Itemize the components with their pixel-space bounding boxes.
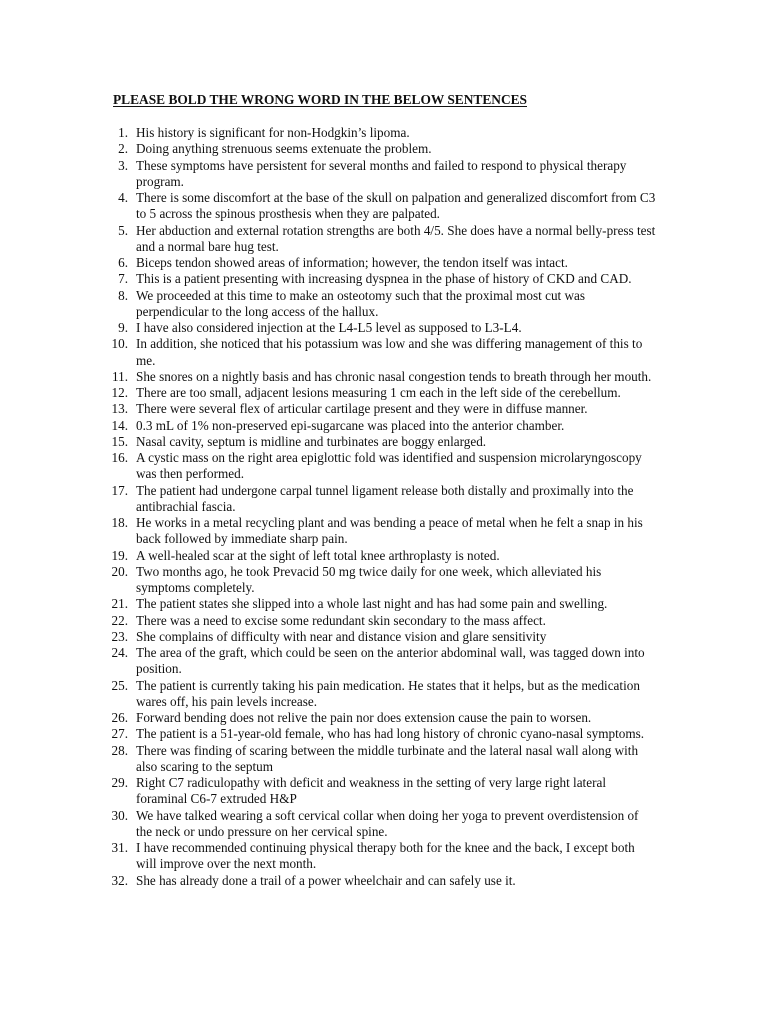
list-item-sentence: We proceeded at this time to make an osteotomy such that the proximal most cut was perpendicular to the long access of the hallux. [136,287,586,319]
list-item-sentence: She snores on a nightly basis and has chronic nasal congestion tends to breath through her mouth. [136,368,652,384]
list-item [0,564,768,597]
list-item-sentence: This is a patient presenting with increasing dyspnea in the phase of history of CKD and CAD. [136,271,632,287]
list-item [0,596,768,612]
list-item-number: 8. [118,287,128,303]
list-item [0,515,768,548]
list-item [0,873,768,889]
list-item-number: 15. [111,433,128,449]
list-item-sentence: The patient states she slipped into a whole last night and has had some pain and swelling. [136,596,608,612]
list-item-sentence: Two months ago, he took Prevacid 50 mg twice daily for one week, which alleviated his symptoms completely. [136,563,602,595]
list-item-number: 26. [111,710,128,725]
list-item-number: 13. [111,401,128,417]
list-item-number: 6. [118,255,128,270]
list-item-number: 22. [111,612,128,628]
list-item-number: 29. [111,775,128,790]
list-item-number: 10. [111,336,128,352]
list-item-sentence: Forward bending does not relive the pain nor does extension cause the pain to worsen. [136,710,592,725]
list-item-sentence: He works in a metal recycling plant and was bending a peace of metal when he felt a snap in his back followed by immediate sharp pain. [136,515,643,547]
list-item [0,743,768,776]
list-item [0,336,768,369]
list-item-number: 14. [111,417,128,433]
list-item-number: 4. [118,190,128,205]
list-item-number: 27. [111,726,128,742]
list-item [0,434,768,450]
list-item-sentence: The patient is currently taking his pain medication. He states that it helps, but as the medication wares off, his pain levels increase. [136,677,640,709]
list-item-sentence: There are too small, adjacent lesions measuring 1 cm each in the left side of the cerebellum. [136,385,621,400]
list-item-sentence: There were several flex of articular cartilage present and they were in diffuse manner. [136,401,588,417]
list-item-number: 9. [118,320,128,335]
list-item [0,483,768,516]
list-item-number: 20. [111,563,128,579]
list-item [0,401,768,417]
list-item-sentence: There was finding of scaring between the middle turbinate and the lateral nasal wall along with also scaring to the septum [136,742,639,774]
list-item-sentence: Doing anything strenuous seems extenuate the problem. [136,141,432,157]
list-item-sentence: There is some discomfort at the base of the skull on palpation and generalized discomfort from C3 to 5 across the spinous prosthesis when they are palpated. [136,190,656,222]
list-item-number: 5. [118,222,128,238]
list-item-number: 31. [111,840,128,855]
list-item [0,255,768,271]
list-item-sentence: These symptoms have persistent for several months and failed to respond to physical therapy program. [136,157,627,189]
list-item-sentence: A well-healed scar at the sight of left total knee arthroplasty is noted. [136,547,500,563]
list-item-sentence: Nasal cavity, septum is midline and turbinates are boggy enlarged. [136,433,487,449]
list-item [0,125,768,141]
list-item-sentence: In addition, she noticed that his potassium was low and she was differing management of this to me. [136,336,643,368]
list-item-sentence: I have recommended continuing physical therapy both for the knee and the back, I except both will improve over the next month. [136,840,635,872]
list-item-sentence: She has already done a trail of a power wheelchair and can safely use it. [136,872,516,888]
list-item [0,678,768,711]
list-item [0,190,768,223]
list-item-sentence: Her abduction and external rotation strengths are both 4/5. She does have a normal belly-press test and a normal bare hug test. [136,222,656,254]
list-item [0,223,768,256]
page-title: PLEASE BOLD THE WRONG WORD IN THE BELOW SENTENCES [113,92,527,107]
list-item [0,141,768,157]
list-item-number: 1. [118,125,128,140]
list-item-sentence: I have also considered injection at the L4-L5 level as supposed to L3-L4. [136,320,522,335]
list-item-number: 16. [111,450,128,465]
list-item-number: 2. [118,141,128,157]
list-item [0,775,768,808]
list-item [0,726,768,742]
list-item [0,808,768,841]
sentence-list [0,125,768,889]
list-item [0,288,768,321]
list-item [0,613,768,629]
list-item-number: 17. [111,482,128,498]
list-item-number: 3. [118,157,128,173]
list-item-number: 7. [118,271,128,287]
list-item [0,450,768,483]
list-item [0,710,768,726]
list-item-number: 21. [111,596,128,612]
list-item-number: 28. [111,742,128,758]
list-item-number: 30. [111,807,128,823]
list-item-sentence: She complains of difficulty with near and distance vision and glare sensitivity [136,628,547,644]
list-item-sentence: A cystic mass on the right area epiglottic fold was identified and suspension microlaryngoscopy was then performed. [136,450,642,482]
list-item-number: 23. [111,628,128,644]
list-item [0,629,768,645]
list-item-number: 11. [112,368,128,384]
list-item-number: 25. [111,677,128,693]
list-item-sentence: 0.3 mL of 1% non-preserved epi-sugarcane was placed into the anterior chamber. [136,417,565,433]
list-item-number: 32. [111,872,128,888]
list-item-sentence: Right C7 radiculopathy with deficit and weakness in the setting of very large right lateral foraminal C6-7 extruded H&P [136,775,606,807]
list-item-sentence: His history is significant for non-Hodgkin’s lipoma. [136,125,410,140]
list-item-sentence: There was a need to excise some redundant skin secondary to the mass affect. [136,612,546,628]
list-item [0,320,768,336]
list-item [0,369,768,385]
list-item [0,271,768,287]
list-item-number: 19. [111,547,128,563]
list-item-sentence: Biceps tendon showed areas of information; however, the tendon itself was intact. [136,255,568,270]
list-item [0,548,768,564]
list-item [0,840,768,873]
list-item-number: 12. [111,385,128,400]
list-item-sentence: We have talked wearing a soft cervical collar when doing her yoga to prevent overdistension of the neck or undo pressure on her cervical spine. [136,807,639,839]
list-item [0,385,768,401]
list-item-sentence: The patient had undergone carpal tunnel ligament release both distally and proximally into the antibrachial fascia. [136,482,634,514]
list-item-sentence: The patient is a 51-year-old female, who has had long history of chronic cyano-nasal symptoms. [136,726,645,742]
list-item [0,158,768,191]
list-item-number: 24. [111,645,128,660]
list-item-number: 18. [111,515,128,530]
list-item [0,418,768,434]
list-item [0,645,768,678]
list-item-sentence: The area of the graft, which could be seen on the anterior abdominal wall, was tagged down into position. [136,645,645,677]
